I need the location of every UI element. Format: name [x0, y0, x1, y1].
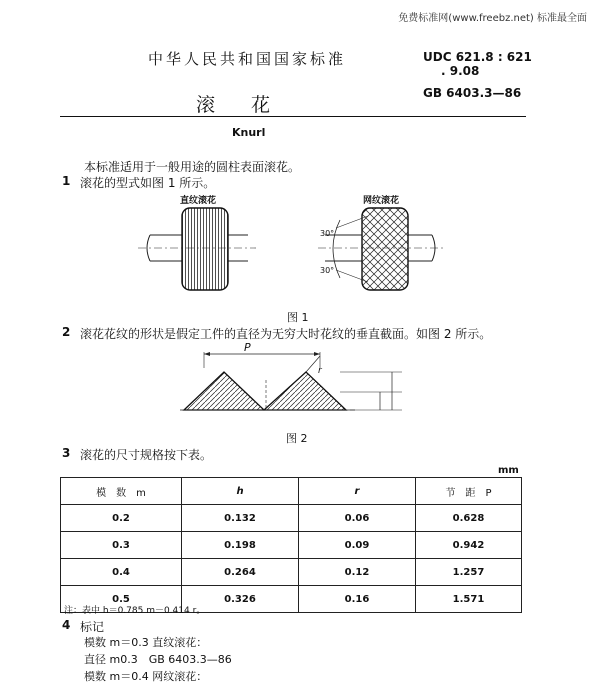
cell-p: 1.571: [416, 586, 522, 613]
table-row: [61, 559, 522, 586]
marking-example-3: 模数 m＝0.4 网纹滚花：: [84, 670, 208, 683]
section-2-number: 2: [62, 325, 71, 339]
site-note: 免费标准网(www.freebz.net) 标准最全面: [398, 13, 587, 24]
straight-knurl-label: 直纹滚花: [180, 196, 217, 206]
cell-r: 0.09: [299, 532, 416, 559]
document-title: 滚花: [196, 94, 307, 116]
radius-label: r: [318, 366, 322, 376]
straight-knurl-drawing: [138, 208, 256, 290]
header-r: r: [299, 478, 416, 505]
header-pitch: 节 距 P: [416, 478, 522, 505]
cell-m: 0.2: [61, 505, 182, 532]
figure-2-caption: 图 2: [286, 432, 308, 445]
table-header-row: [61, 478, 522, 505]
cell-p: 1.257: [416, 559, 522, 586]
diamond-knurl-label: 网纹滚花: [363, 196, 400, 206]
udc-code-line1: UDC 621.8 : 621: [423, 50, 532, 64]
cell-r: 0.06: [299, 505, 416, 532]
header-h: h: [182, 478, 299, 505]
knurl-size-table: [60, 477, 522, 613]
pitch-label: P: [244, 341, 251, 354]
title-divider: [60, 116, 526, 117]
cell-r: 0.12: [299, 559, 416, 586]
cell-h: 0.198: [182, 532, 299, 559]
cell-p: 0.628: [416, 505, 522, 532]
national-standard-title: 中华人民共和国国家标准: [148, 50, 347, 68]
cell-h: 0.264: [182, 559, 299, 586]
section-1-number: 1: [62, 174, 71, 188]
marking-example-2: 直径 m0.3 GB 6403.3—86: [84, 653, 232, 666]
cell-m: 0.3: [61, 532, 182, 559]
section-1-text: 滚花的型式如图 1 所示。: [80, 176, 216, 190]
cell-h: 0.326: [182, 586, 299, 613]
cell-m: 0.4: [61, 559, 182, 586]
angle-label-top: 30°: [320, 229, 335, 238]
section-4-title: 标记: [80, 620, 105, 634]
diamond-knurl-drawing: [318, 208, 446, 290]
english-title: Knurl: [232, 126, 266, 139]
cell-m: 0.5: [61, 586, 182, 613]
section-3-text: 滚花的尺寸规格按下表。: [80, 448, 213, 462]
marking-example-1: 模数 m＝0.3 直纹滚花：: [84, 636, 208, 649]
top-bar: [0, 0, 591, 22]
section-2-text: 滚花花纹的形状是假定工件的直径为无穷大时花纹的垂直截面。如图 2 所示。: [80, 327, 492, 341]
figure-1-caption: 图 1: [287, 311, 309, 324]
section-3-number: 3: [62, 446, 71, 460]
gb-number: GB 6403.3—86: [423, 86, 522, 100]
cell-r: 0.16: [299, 586, 416, 613]
table-row: [61, 505, 522, 532]
intro-text: 本标准适用于一般用途的圆柱表面滚花。: [84, 160, 301, 174]
udc-code-line2: . 9.08: [441, 64, 480, 78]
header-modulus: 模 数 m: [61, 478, 182, 505]
cell-h: 0.132: [182, 505, 299, 532]
section-4-number: 4: [62, 618, 71, 632]
figure-2-profile: [180, 342, 410, 420]
unit-label: mm: [498, 465, 519, 476]
table-note: 注：表中 h＝0.785 m－0.414 r。: [64, 606, 206, 616]
table-row: [61, 532, 522, 559]
angle-label-bottom: 30°: [320, 266, 335, 275]
cell-p: 0.942: [416, 532, 522, 559]
figure-1-knurl-types: [130, 190, 450, 300]
